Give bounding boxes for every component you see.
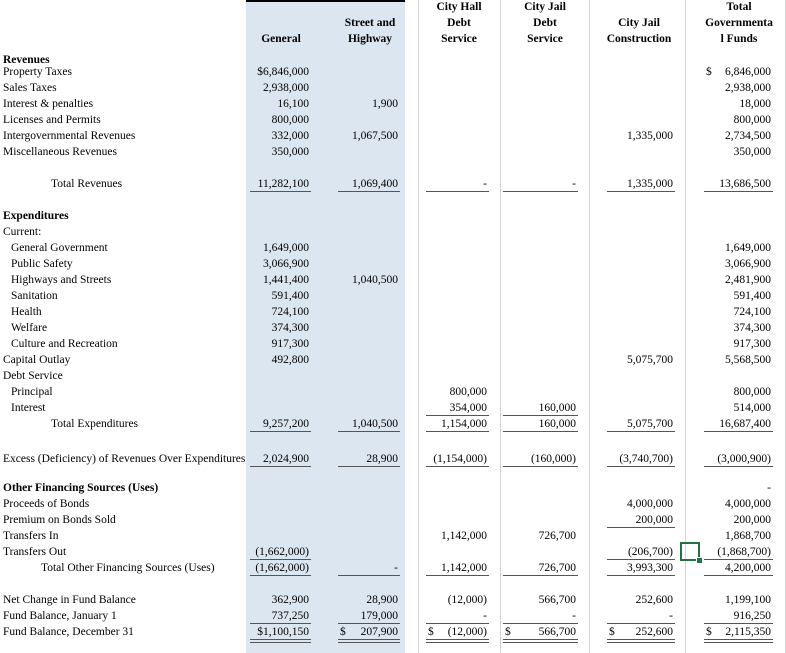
- cell-cityhall[interactable]: 1,142,000: [441, 530, 487, 542]
- cell-cityjail[interactable]: 566,700: [538, 594, 576, 606]
- double-underline: [607, 639, 675, 643]
- header-construction-line2: Construction: [606, 33, 672, 45]
- cell-general[interactable]: 800,000: [271, 114, 309, 126]
- row-label[interactable]: General Government: [11, 242, 108, 254]
- cell-total[interactable]: 724,100: [733, 306, 771, 318]
- cell-total[interactable]: (3,000,900): [717, 453, 771, 465]
- header-cityhall-line3: Service: [441, 33, 477, 45]
- cell-general[interactable]: 737,250: [271, 610, 309, 622]
- cell-total[interactable]: 591,400: [733, 290, 771, 302]
- table-row-fb-jan: [0, 608, 786, 624]
- cell-street[interactable]: 207,900: [360, 626, 398, 638]
- cell-underline: [338, 191, 400, 192]
- table-row-total-revenues: [0, 176, 786, 192]
- table-row-public-safety: [0, 256, 786, 272]
- cell-underline: [426, 191, 489, 192]
- dollar-sign: $: [340, 626, 346, 638]
- cell-street[interactable]: 1,900: [372, 98, 398, 110]
- double-underline: [250, 639, 311, 643]
- cell-total[interactable]: 2,734,500: [725, 130, 771, 142]
- row-label[interactable]: Expenditures: [3, 210, 69, 222]
- cell-total[interactable]: 916,250: [733, 610, 771, 622]
- header-cityjail-line1: City Jail: [524, 1, 566, 13]
- row-label[interactable]: Current:: [3, 226, 42, 238]
- table-row-interest-penalties: [0, 96, 786, 112]
- cell-construction[interactable]: -: [669, 610, 673, 622]
- table-row-fb-dec: [0, 624, 786, 640]
- row-label[interactable]: Revenues: [3, 54, 50, 66]
- cell-street[interactable]: 1,040,500: [352, 418, 398, 430]
- row-label[interactable]: Principal: [11, 386, 53, 398]
- cell-general[interactable]: 9,257,200: [263, 418, 309, 430]
- cell-underline: [426, 431, 489, 432]
- cell-underline: [607, 191, 675, 192]
- cell-construction[interactable]: 5,075,700: [627, 354, 673, 366]
- cell-general[interactable]: 11,282,100: [257, 178, 309, 190]
- cell-underline: [704, 431, 773, 432]
- cell-cityhall[interactable]: 1,142,000: [441, 562, 487, 574]
- cell-general[interactable]: (1,662,000): [255, 546, 309, 558]
- fill-handle[interactable]: [696, 557, 703, 564]
- table-row-misc: [0, 144, 786, 160]
- row-label[interactable]: Culture and Recreation: [11, 338, 118, 350]
- cell-underline: [426, 466, 489, 467]
- cell-total[interactable]: 800,000: [733, 386, 771, 398]
- header-cityjail-line2: Debt: [533, 17, 557, 29]
- cell-cityjail[interactable]: -: [572, 178, 576, 190]
- cell-total[interactable]: 16,687,400: [719, 418, 771, 430]
- cell-general[interactable]: 374,300: [271, 322, 309, 334]
- cell-total[interactable]: 4,200,000: [725, 562, 771, 574]
- cell-underline: [338, 431, 400, 432]
- cell-street[interactable]: 1,069,400: [352, 178, 398, 190]
- cell-general[interactable]: 1,441,400: [263, 274, 309, 286]
- cell-construction[interactable]: 4,000,000: [627, 498, 673, 510]
- header-cityjail-line3: Service: [527, 33, 563, 45]
- header-street-highway[interactable]: [328, 15, 412, 47]
- row-label[interactable]: Total Revenues: [51, 178, 123, 190]
- cell-general[interactable]: 2,938,000: [263, 82, 309, 94]
- row-label[interactable]: Intergovernmental Revenues: [3, 130, 136, 142]
- double-underline: [704, 639, 773, 643]
- cell-underline: [426, 575, 489, 576]
- cell-cityjail[interactable]: 726,700: [538, 530, 576, 542]
- cell-construction[interactable]: 252,600: [635, 626, 673, 638]
- row-label[interactable]: Licenses and Permits: [3, 114, 101, 126]
- table-row-transfers-in: [0, 528, 786, 544]
- cell-total[interactable]: 374,300: [733, 322, 771, 334]
- cell-underline: [704, 466, 773, 467]
- header-general-text: General: [261, 33, 301, 45]
- dollar-sign: $: [609, 626, 615, 638]
- table-row-property-taxes: [0, 64, 786, 80]
- cell-total[interactable]: -: [767, 482, 771, 494]
- cell-underline: [704, 575, 773, 576]
- table-row-debt-service: [0, 368, 786, 384]
- table-row-proceeds: [0, 496, 786, 512]
- row-label[interactable]: Proceeds of Bonds: [3, 498, 90, 510]
- row-label[interactable]: Total Expenditures: [51, 418, 139, 430]
- dollar-sign: $: [706, 626, 712, 638]
- row-label[interactable]: Transfers Out: [3, 546, 67, 558]
- header-street-line1: Street and: [344, 17, 396, 29]
- row-label[interactable]: Interest & penalties: [3, 98, 94, 110]
- cell-total[interactable]: 1,199,100: [725, 594, 771, 606]
- cell-street[interactable]: 1,040,500: [352, 274, 398, 286]
- row-label[interactable]: Miscellaneous Revenues: [3, 146, 118, 158]
- table-row-health: [0, 304, 786, 320]
- cell-cityhall[interactable]: (12,000): [447, 594, 487, 606]
- cell-total[interactable]: 2,481,900: [725, 274, 771, 286]
- cell-street[interactable]: 179,000: [360, 610, 398, 622]
- cell-underline: [503, 191, 578, 192]
- cell-street[interactable]: 28,900: [366, 594, 398, 606]
- table-row-highways: [0, 272, 786, 288]
- table-row-expenditures: [0, 208, 786, 224]
- cell-total[interactable]: 6,846,000: [725, 66, 771, 78]
- cell-total[interactable]: 514,000: [733, 402, 771, 414]
- table-row-net-change: [0, 592, 786, 608]
- row-label[interactable]: Other Financing Sources (Uses): [3, 482, 159, 494]
- row-label[interactable]: Welfare: [11, 322, 48, 334]
- cell-cityhall[interactable]: 354,000: [449, 402, 487, 414]
- cell-general[interactable]: 724,100: [271, 306, 309, 318]
- table-row-premium: [0, 512, 786, 528]
- cell-underline: [250, 191, 311, 192]
- table-row-interest: [0, 400, 786, 416]
- table-row-licenses: [0, 112, 786, 128]
- row-label[interactable]: Fund Balance, December 31: [3, 626, 134, 638]
- cell-total[interactable]: 2,115,350: [725, 626, 771, 638]
- cell-underline: [250, 575, 311, 576]
- cell-underline: [503, 575, 578, 576]
- cell-underline: [338, 466, 400, 467]
- cell-general[interactable]: (1,662,000): [255, 562, 309, 574]
- header-top-border: [246, 0, 405, 2]
- row-label[interactable]: Excess (Deficiency) of Revenues Over Expenditures: [3, 453, 246, 465]
- cell-general[interactable]: $6,846,000: [257, 66, 309, 78]
- cell-cityhall[interactable]: 1,154,000: [441, 418, 487, 430]
- cell-construction[interactable]: 1,335,000: [627, 178, 673, 190]
- header-general[interactable]: [246, 31, 316, 47]
- cell-total[interactable]: 200,000: [733, 514, 771, 526]
- cell-cityhall[interactable]: (12,000): [447, 626, 487, 638]
- cell-total[interactable]: 800,000: [733, 114, 771, 126]
- cell-cityjail[interactable]: -: [572, 610, 576, 622]
- cell-construction[interactable]: 200,000: [635, 514, 673, 526]
- cell-underline: [250, 466, 311, 467]
- cell-cityjail[interactable]: 160,000: [538, 402, 576, 414]
- row-label[interactable]: Fund Balance, January 1: [3, 610, 117, 622]
- row-label[interactable]: Debt Service: [3, 370, 63, 382]
- cell-general[interactable]: $1,100,150: [257, 626, 309, 638]
- cell-general[interactable]: 917,300: [271, 338, 309, 350]
- cell-underline: [607, 466, 675, 467]
- cell-general[interactable]: 2,024,900: [263, 453, 309, 465]
- table-row-excess: [0, 451, 786, 467]
- header-construction-line1: City Jail: [618, 17, 660, 29]
- table-row-total-expenditures: [0, 416, 786, 432]
- cell-underline: [704, 191, 773, 192]
- row-label[interactable]: Sales Taxes: [3, 82, 57, 94]
- header-total-governmental[interactable]: [692, 0, 786, 47]
- cell-general[interactable]: 1,649,000: [263, 242, 309, 254]
- cell-general[interactable]: 332,000: [271, 130, 309, 142]
- cell-underline: [607, 575, 675, 576]
- table-row-culture: [0, 336, 786, 352]
- cell-construction[interactable]: (3,740,700): [619, 453, 673, 465]
- table-row-general-gov: [0, 240, 786, 256]
- table-row-total-other: [0, 560, 786, 576]
- cell-total[interactable]: 350,000: [733, 146, 771, 158]
- cell-general[interactable]: 492,800: [271, 354, 309, 366]
- header-cityhall-debt[interactable]: [420, 0, 498, 47]
- row-label[interactable]: Total Other Financing Sources (Uses): [41, 562, 215, 574]
- table-row-transfers-out: [0, 544, 786, 560]
- cell-street[interactable]: 28,900: [366, 453, 398, 465]
- row-label[interactable]: Capital Outlay: [3, 354, 71, 366]
- cell-general[interactable]: 362,900: [271, 594, 309, 606]
- cell-total[interactable]: 917,300: [733, 338, 771, 350]
- cell-total[interactable]: 1,649,000: [725, 242, 771, 254]
- row-label[interactable]: Transfers In: [3, 530, 59, 542]
- cell-cityjail[interactable]: 726,700: [538, 562, 576, 574]
- cell-construction[interactable]: 3,993,300: [627, 562, 673, 574]
- header-street-line2: Highway: [347, 33, 393, 45]
- row-label[interactable]: Property Taxes: [3, 66, 72, 78]
- cell-underline: [250, 431, 311, 432]
- cell-street[interactable]: -: [394, 562, 398, 574]
- double-underline: [338, 639, 400, 643]
- row-label[interactable]: Net Change in Fund Balance: [3, 594, 136, 606]
- cell-cityjail[interactable]: (160,000): [530, 453, 576, 465]
- cell-general[interactable]: 16,100: [277, 98, 309, 110]
- row-label[interactable]: Health: [11, 306, 42, 318]
- table-row-current: [0, 224, 786, 240]
- cell-total[interactable]: 5,568,500: [725, 354, 771, 366]
- row-label[interactable]: Interest: [11, 402, 46, 414]
- row-label[interactable]: Highways and Streets: [11, 274, 112, 286]
- cell-street[interactable]: 1,067,500: [352, 130, 398, 142]
- table-row-sanitation: [0, 288, 786, 304]
- header-total-line2: Governmenta: [705, 17, 773, 29]
- cell-general[interactable]: 350,000: [271, 146, 309, 158]
- cell-construction[interactable]: 252,600: [635, 594, 673, 606]
- header-total-line3: l Funds: [720, 33, 758, 45]
- double-underline: [503, 639, 578, 643]
- table-row-other-fin: [0, 480, 786, 496]
- header-cityjail-debt[interactable]: [502, 0, 588, 47]
- cell-total[interactable]: 3,066,900: [725, 258, 771, 270]
- cell-general[interactable]: 591,400: [271, 290, 309, 302]
- cell-total[interactable]: 13,686,500: [719, 178, 771, 190]
- cell-total[interactable]: 18,000: [739, 98, 771, 110]
- table-row-capital-outlay: [0, 352, 786, 368]
- cell-total[interactable]: 4,000,000: [725, 498, 771, 510]
- cell-cityhall[interactable]: 800,000: [449, 386, 487, 398]
- cell-cityjail[interactable]: 160,000: [538, 418, 576, 430]
- dollar-sign: $: [428, 626, 434, 638]
- cell-construction[interactable]: (206,700): [627, 546, 673, 558]
- double-underline: [426, 639, 489, 643]
- row-label[interactable]: Premium on Bonds Sold: [3, 514, 116, 526]
- header-cityjail-construction[interactable]: [592, 15, 686, 47]
- cell-underline: [503, 466, 578, 467]
- table-row-intergov: [0, 128, 786, 144]
- row-label[interactable]: Public Safety: [11, 258, 73, 270]
- header-total-line1: Total: [726, 1, 752, 13]
- header-cityhall-line1: City Hall: [436, 1, 482, 13]
- cell-underline: [338, 575, 400, 576]
- table-row-sales-taxes: [0, 80, 786, 96]
- cell-cityjail[interactable]: 566,700: [538, 626, 576, 638]
- header-cityhall-line2: Debt: [447, 17, 471, 29]
- cell-underline: [607, 431, 675, 432]
- cell-cityhall[interactable]: (1,154,000): [433, 453, 487, 465]
- cell-underline: [503, 431, 578, 432]
- dollar-sign: $: [505, 626, 511, 638]
- cell-cityhall[interactable]: -: [483, 178, 487, 190]
- row-label[interactable]: Sanitation: [11, 290, 58, 302]
- cell-general[interactable]: 3,066,900: [263, 258, 309, 270]
- dollar-sign: $: [706, 66, 712, 78]
- cell-total[interactable]: 2,938,000: [725, 82, 771, 94]
- cell-construction[interactable]: 5,075,700: [627, 418, 673, 430]
- cell-construction[interactable]: 1,335,000: [627, 130, 673, 142]
- cell-total[interactable]: 1,868,700: [725, 530, 771, 542]
- cell-total[interactable]: (1,868,700): [717, 546, 771, 558]
- table-row-welfare: [0, 320, 786, 336]
- cell-cityhall[interactable]: -: [483, 610, 487, 622]
- table-row-principal: [0, 384, 786, 400]
